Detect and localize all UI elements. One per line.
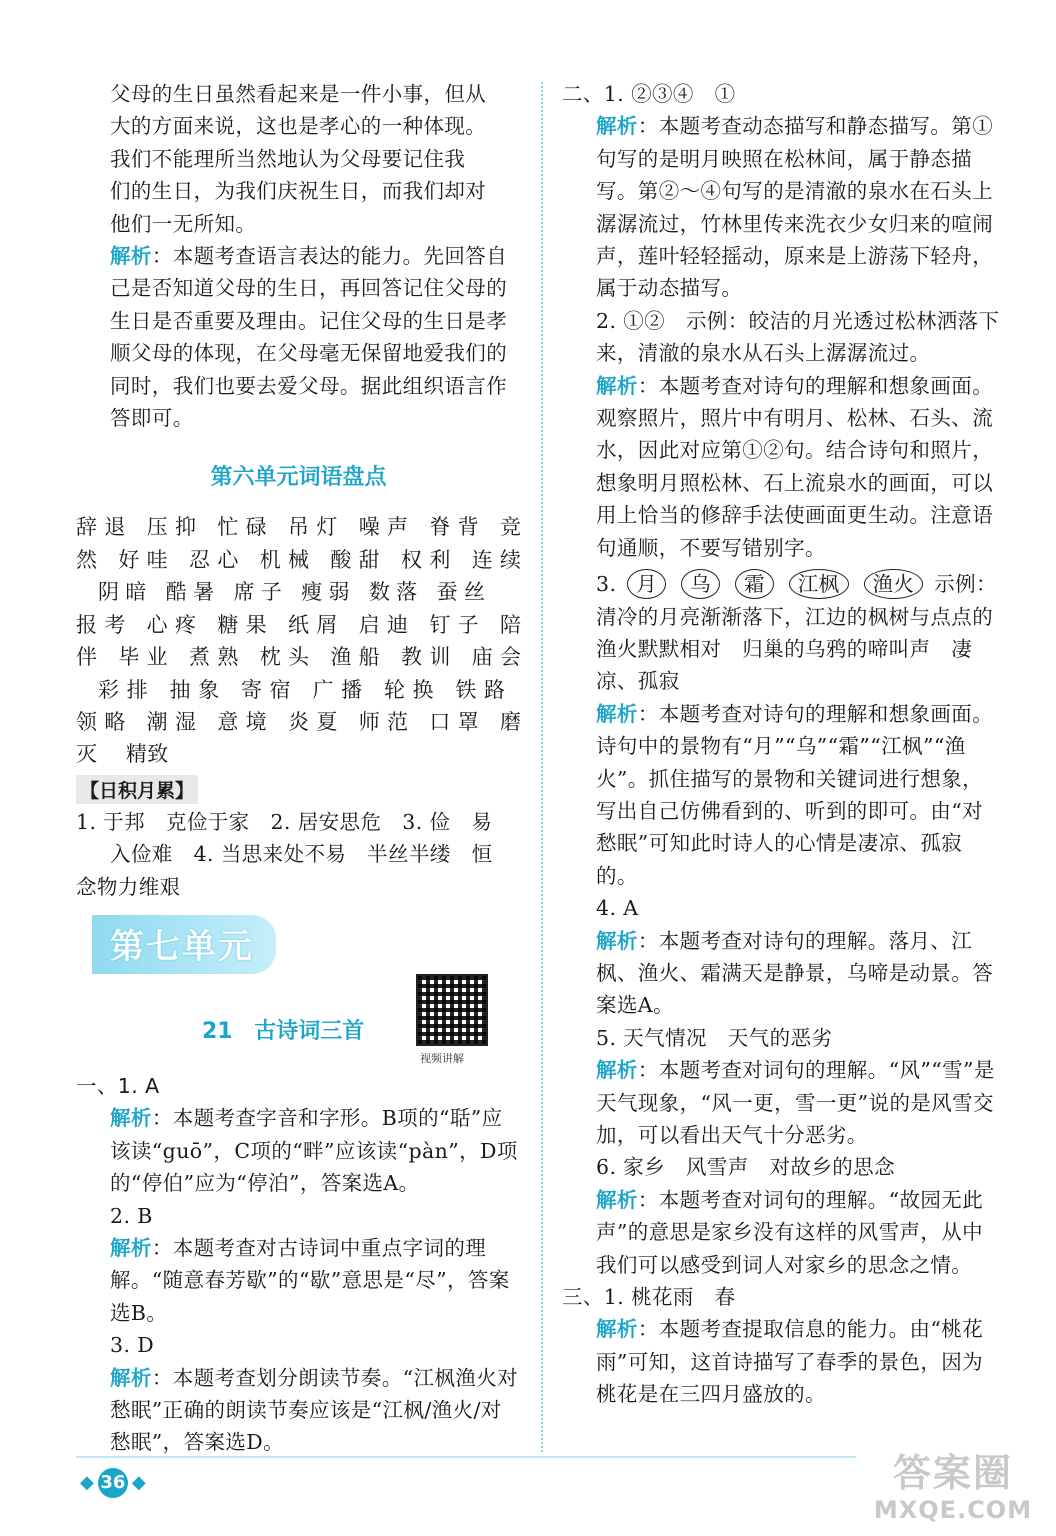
vocab-line: 领略 潮湿 意境 炎夏 师范 口罩 磨 <box>76 709 522 734</box>
s2-2-answer: 2. ①② 示例：皎洁的月光透过松林洒落下来，清澈的泉水从石头上潺潺流过。 <box>596 308 1000 366</box>
watermark-line1: 答案圈 <box>892 1451 1013 1495</box>
q1-analysis: 解析：本题考查字音和字形。B项的“聒”应该读“guō”，C项的“畔”应该读“pàn”，D项的“停伯”应为“停泊”，答案选A。 <box>110 1106 518 1196</box>
s2-3-analysis: 解析：本题考查对诗句的理解和想象画面。诗句中的景物有“月”“乌”“霜”“江枫”“渔火”。抓住描写的景物和关键词进行想象，写出自己仿佛看到的、听到的即可。由“对愁眠”可知此时诗人的心情是凄凉、孤寂的。 <box>596 701 994 888</box>
riji-line: 1. 于邦 克俭于家 2. 居安思危 3. 俭 易 <box>76 809 493 834</box>
q3-header: 3. D <box>110 1333 155 1358</box>
page-deco-icon: ◆ <box>80 1472 94 1493</box>
s3-1-analysis: 解析：本题考查提取信息的能力。由“桃花雨”可知，这首诗描写了春季的景色，因为桃花是在三四月盛放的。 <box>596 1317 984 1407</box>
vocab-line: 阴暗 酷暑 席子 瘦弱 数落 蚕丝 <box>98 580 486 605</box>
circled-word: 霜 <box>735 569 774 599</box>
column-divider <box>541 82 543 1452</box>
left-column <box>76 78 521 1459</box>
q3-analysis: 解析：本题考查划分朗读节奏。“江枫渔火对愁眠”正确的朗读节奏应该是“江枫/渔火/对愁眠”，答案选D。 <box>110 1365 518 1455</box>
qr-label: 视频讲解 <box>420 1051 464 1065</box>
vocab-title: 第六单元词语盘点 <box>210 465 387 491</box>
analysis-label: 解析 <box>110 244 152 269</box>
intro-line: 们的生日，为我们庆祝生日，而我们却对 <box>110 179 487 204</box>
intro-line: 大的方面来说，这也是孝心的一种体现。 <box>110 114 487 139</box>
circled-word: 乌 <box>681 569 720 599</box>
vocab-line: 彩排 抽象 寄宿 广播 轮换 铁路 <box>98 677 506 702</box>
watermark-line2: MXQE.COM <box>873 1496 1033 1524</box>
vocab-line: 伴 毕业 煮熟 枕头 渔船 教训 庙会 <box>76 645 522 670</box>
watermark <box>868 1450 1038 1532</box>
q2-header: 2. B <box>110 1203 153 1228</box>
circled-word: 月 <box>627 569 666 599</box>
s2-3-answer: 3. 月 乌 霜 江枫 渔火 示例：清冷的月亮渐渐落下，江边的枫树与点点的渔火默默相对 归巢的乌鸦的啼叫声 凄凉、孤寂 <box>562 568 1002 698</box>
vocab-list <box>76 511 521 770</box>
intro-line: 我们不能理所当然地认为父母要记住我 <box>110 146 466 171</box>
lesson-answers <box>76 1070 521 1459</box>
qr-code-icon[interactable] <box>416 974 488 1046</box>
circled-word: 江枫 <box>789 569 849 599</box>
vocab-line: 报考 心疼 糖果 纸屑 启迪 钉子 陪 <box>76 612 522 637</box>
q1-header: 一、1. A <box>76 1073 160 1098</box>
right-column <box>562 78 1002 1411</box>
s2-1-analysis: 解析：本题考查动态描写和静态描写。第①句写的是明月映照在松林间，属于静态描写。第②～④句写的是清澈的泉水在石头上潺潺流过，竹林里传来洗衣少女归来的喧闹声，莲叶轻轻摇动，原来是上游荡下轻舟，属于动态描写。 <box>596 114 994 301</box>
intro-line: 父母的生日虽然看起来是一件小事，但从 <box>110 82 487 106</box>
s2-5-analysis: 解析：本题考查对词句的理解。“风”“雪”是天气现象，“风一更，雪一更”说的是风雪交加，可以看出天气十分恶劣。 <box>596 1058 995 1147</box>
page-number <box>80 1468 146 1498</box>
unit-banner: 第七单元 <box>92 915 276 974</box>
vocab-line: 然 好哇 忍心 机械 酸甜 权利 连续 <box>76 547 522 572</box>
riji-line: 念物力维艰 <box>76 874 181 899</box>
s2-5-answer: 5. 天气情况 天气的恶劣 <box>596 1025 833 1050</box>
q2-analysis: 解析：本题考查对古诗词中重点字词的理解。“随意春芳歇”的“歇”意思是“尽”，答案选B。 <box>110 1235 510 1325</box>
lesson-header <box>76 974 521 1070</box>
s2-6-analysis: 解析：本题考查对词句的理解。“故园无此声”的意思是家乡没有这样的风雪声，从中我们可以感受到词人对家乡的思念之情。 <box>596 1187 984 1277</box>
riji-answers <box>76 806 521 903</box>
vocab-line: 灭 精致 <box>76 742 169 767</box>
s2-6-answer: 6. 家乡 风雪声 对故乡的思念 <box>596 1155 895 1180</box>
vocab-line: 辞退 压抑 忙碌 吊灯 噪声 脊背 竞 <box>76 515 522 540</box>
circled-word: 渔火 <box>864 569 924 599</box>
s2-header: 二、1. ②③④ ① <box>562 82 736 106</box>
page-number-value: 36 <box>98 1468 128 1498</box>
s2-2-analysis: 解析：本题考查对诗句的理解和想象画面。观察照片，照片中有明月、松林、石头、流水，因此对应第①②句。结合诗句和照片，想象明月照松林、石上流泉水的画面，可以用上恰当的修辞手法使画面更生动。注意语句通顺，不要写错别字。 <box>596 373 994 560</box>
intro-answer <box>76 78 521 434</box>
lesson-title: 21 古诗词三首 <box>202 1018 365 1044</box>
intro-analysis: 解析：本题考查语言表达的能力。先回答自己是否知道父母的生日，再回答记住父母的生日是否重要及理由。记住父母的生日是孝顺父母的体现，在父母毫无保留地爱我们的同时，我们也要去爱父母。据此组织语言作答即可。 <box>110 244 508 431</box>
riji-line: 入俭难 4. 当思来处不易 半丝半缕 恒 <box>110 842 493 867</box>
intro-line: 他们一无所知。 <box>110 211 257 236</box>
s3-header: 三、1. 桃花雨 春 <box>562 1285 736 1310</box>
footer-line <box>76 1456 856 1458</box>
s2-4-analysis: 解析：本题考查对诗句的理解。落月、江枫、渔火、霜满天是静景，乌啼是动景。答案选A。 <box>596 928 994 1018</box>
s2-4-answer: 4. A <box>596 896 639 921</box>
riji-label: 【日积月累】 <box>76 775 198 804</box>
page-deco-icon: ◆ <box>131 1472 146 1493</box>
